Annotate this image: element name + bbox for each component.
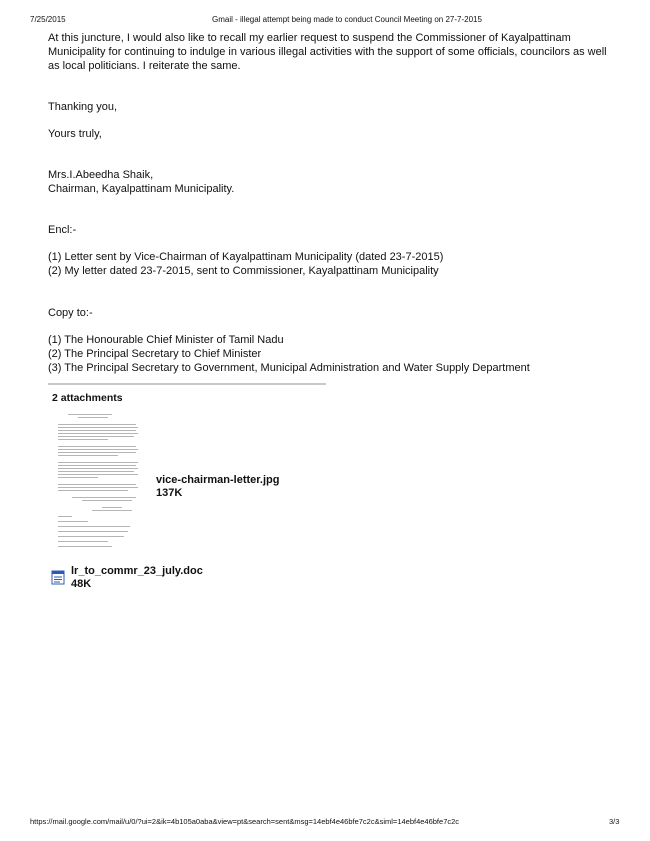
enclosures-heading: Encl:- xyxy=(48,224,77,236)
page-number: 3/3 xyxy=(609,817,620,826)
body-paragraph: At this juncture, I would also like to recall my earlier request to suspend the Commissioner of Kayalpattinam Municipality for continuing to indulge in various illegal activities with the support of some officials, councilors as well as local politicians. I reiterate the same. xyxy=(48,32,607,72)
signature-block xyxy=(48,168,234,196)
signature-title: Chairman, Kayalpattinam Municipality. xyxy=(48,183,235,195)
copy-item: (1) The Honourable Chief Minister of Tamil Nadu xyxy=(48,334,284,346)
enclosures-list xyxy=(48,250,443,278)
attachments-divider xyxy=(48,383,326,385)
print-title: Gmail - illegal attempt being made to conduct Council Meeting on 27-7-2015 xyxy=(212,15,482,24)
copy-item: (2) The Principal Secretary to Chief Minister xyxy=(48,348,262,360)
copy-to-list xyxy=(48,333,530,375)
attachment-size: 137K xyxy=(156,487,183,499)
enclosure-item: (2) My letter dated 23-7-2015, sent to Commissioner, Kayalpattinam Municipality xyxy=(48,265,439,277)
attachment-name[interactable]: lr_to_commr_23_july.doc xyxy=(71,565,203,577)
signature-name: Mrs.I.Abeedha Shaik, xyxy=(48,169,154,181)
attachment-size: 48K xyxy=(71,578,92,590)
attachments-heading: 2 attachments xyxy=(52,392,123,404)
copy-item: (3) The Principal Secretary to Government, Municipal Administration and Water Supply Department xyxy=(48,362,530,374)
thanks-line: Thanking you, xyxy=(48,101,118,113)
word-doc-icon[interactable] xyxy=(51,570,65,585)
copy-to-heading: Copy to:- xyxy=(48,307,93,319)
print-date: 7/25/2015 xyxy=(30,15,66,24)
enclosure-item: (1) Letter sent by Vice-Chairman of Kayalpattinam Municipality (dated 23-7-2015) xyxy=(48,251,444,263)
image-thumbnail[interactable] xyxy=(52,408,144,554)
closing-line: Yours truly, xyxy=(48,128,102,140)
print-url: https://mail.google.com/mail/u/0/?ui=2&ik=4b105a0aba&view=pt&search=sent&msg=14ebf4e46bfe7c2c&siml=14ebf4e46bfe7c2c xyxy=(30,817,460,826)
attachment-name[interactable]: vice-chairman-letter.jpg xyxy=(156,474,280,486)
